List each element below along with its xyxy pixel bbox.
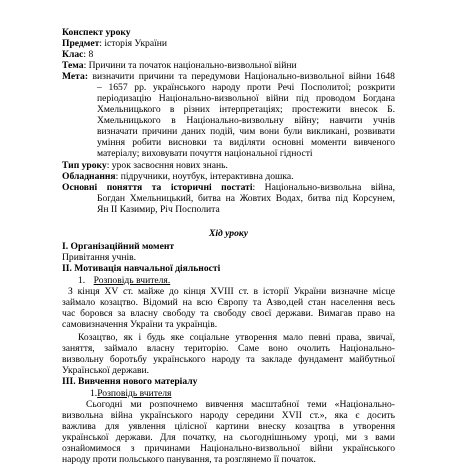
- section-2-item: [78, 275, 395, 286]
- concepts-line-1: [62, 182, 395, 193]
- lesson-type-label: Тип уроку: [62, 160, 107, 171]
- class-value: : 8: [83, 49, 94, 60]
- goals-line-4: Хмельницького в різних інтерпретаціях; простежити внесок Б.: [97, 104, 395, 115]
- equipment-line: [62, 171, 395, 182]
- subject-line: [62, 38, 395, 49]
- section-2-p1-line-2: займало козацтво. Відомий на всю Європу та Азво,цей стан населення весь: [62, 297, 395, 308]
- concepts-label: Основні поняття та історичні постаті: [62, 182, 253, 193]
- topic-label: Тема: [62, 60, 84, 71]
- concepts-line-3: Ян ІІ Казимир, Річ Посполита: [97, 204, 220, 215]
- section-1-heading: І. Організаційний момент: [62, 241, 175, 252]
- goals-line-6: визначати причини даних подій, чим вони були викликані, розвивати: [97, 126, 395, 137]
- section-3-p-line-6: народу проти польського панування, та розглянемо її початок.: [62, 454, 316, 465]
- section-3-p-line-5: ознайомимося з причинами Національно-визвольної війни українського: [62, 443, 395, 454]
- topic-value: : Причини та початок національно-визвольної війни: [83, 60, 297, 71]
- section-2-p2-line-1: Козацтво, як і будь яке соціальне утворення мало певні права, звичаї,: [78, 332, 395, 343]
- section-2-p2-line-4: Української держави.: [62, 365, 150, 376]
- goals-text-1: визначити причини та передумови Національно-визвольної війни 1648: [92, 71, 395, 82]
- goals-line-8: матеріалу; виховувати почуття національної гідності: [97, 148, 313, 159]
- section-2-item-label: Розповідь вчителя.: [93, 275, 171, 286]
- class-line: [62, 49, 395, 60]
- section-3-p-line-1: Сьогодні ми розпочнемо вивчення масштабної теми «Національно-: [86, 399, 395, 410]
- subject-label: Предмет: [62, 38, 100, 49]
- section-3-p-line-3: важлива для уявлення цілісної картини внеску козацтва в утворення: [62, 421, 395, 432]
- section-2-p1-line-3: час боровся за власну свободу та свободу своєї держави. Вимагав право на: [62, 308, 395, 319]
- lesson-type-value: : урок засвоєння нових знань.: [106, 160, 228, 171]
- section-3-item: [90, 388, 395, 399]
- section-2-item-number: 1.: [78, 275, 86, 286]
- equipment-label: Обладнання: [62, 171, 116, 182]
- document-title: Конспект уроку: [62, 27, 131, 38]
- equipment-value: : підручники, ноутбук, інтерактивна дошка.: [115, 171, 294, 182]
- goals-line-3: періодизацію Національно-визвольної війни під проводом Богдана: [97, 93, 395, 104]
- subject-value: : історія України: [99, 38, 168, 49]
- goals-line-2: – 1657 рр. українського народу проти Речі Посполитої; розкрити: [97, 82, 395, 93]
- section-2-p2-line-2: заняття, займало власну територію. Саме воно очолить Національно-: [62, 343, 395, 354]
- section-3-item-label: Розповідь вчителя: [97, 388, 172, 399]
- lesson-type-line: [62, 160, 395, 171]
- section-3-heading: ІІІ. Вивчення нового матеріалу: [62, 376, 198, 387]
- section-2-heading: ІІ. Мотивація навчальної діяльності: [62, 263, 221, 274]
- section-2-p2-line-3: визвольну боротьбу українського народу та закладе фундамент майбутньої: [62, 354, 395, 365]
- section-1-text: Привітання учнів.: [62, 252, 137, 263]
- goals-line-7: уміння робити висновки та виділяти основні моменти вивченого: [97, 137, 395, 148]
- section-3-item-number: 1.: [90, 388, 98, 399]
- section-3-p-line-4: української держави. Для початку, на сьогоднішньому уроці, ми з вами: [62, 432, 395, 443]
- concepts-text-1: : Національно-визвольна війна,: [252, 182, 395, 193]
- goals-line-1: [62, 71, 395, 82]
- class-label: Клас: [62, 49, 84, 60]
- section-3-p-line-2: визвольна війна українського народу середини XVII ст.», яка є досить: [62, 410, 395, 421]
- topic-line: [62, 60, 395, 71]
- concepts-line-2: Богдан Хмельницький, битва на Жовтих Водах, битва під Корсунем,: [97, 193, 395, 204]
- course-heading: Хід уроку: [208, 228, 249, 239]
- section-2-p1-line-1: З кінця XV ст. майже до кінця XVIII ст. в історії України визначне місце: [68, 286, 395, 297]
- goals-line-5: Хмельницького в Національно-визвольну війну; навчити учнів: [97, 115, 395, 126]
- goals-label: Мета:: [62, 71, 89, 82]
- section-2-p1-line-4: самовизначення України та українців.: [62, 319, 218, 330]
